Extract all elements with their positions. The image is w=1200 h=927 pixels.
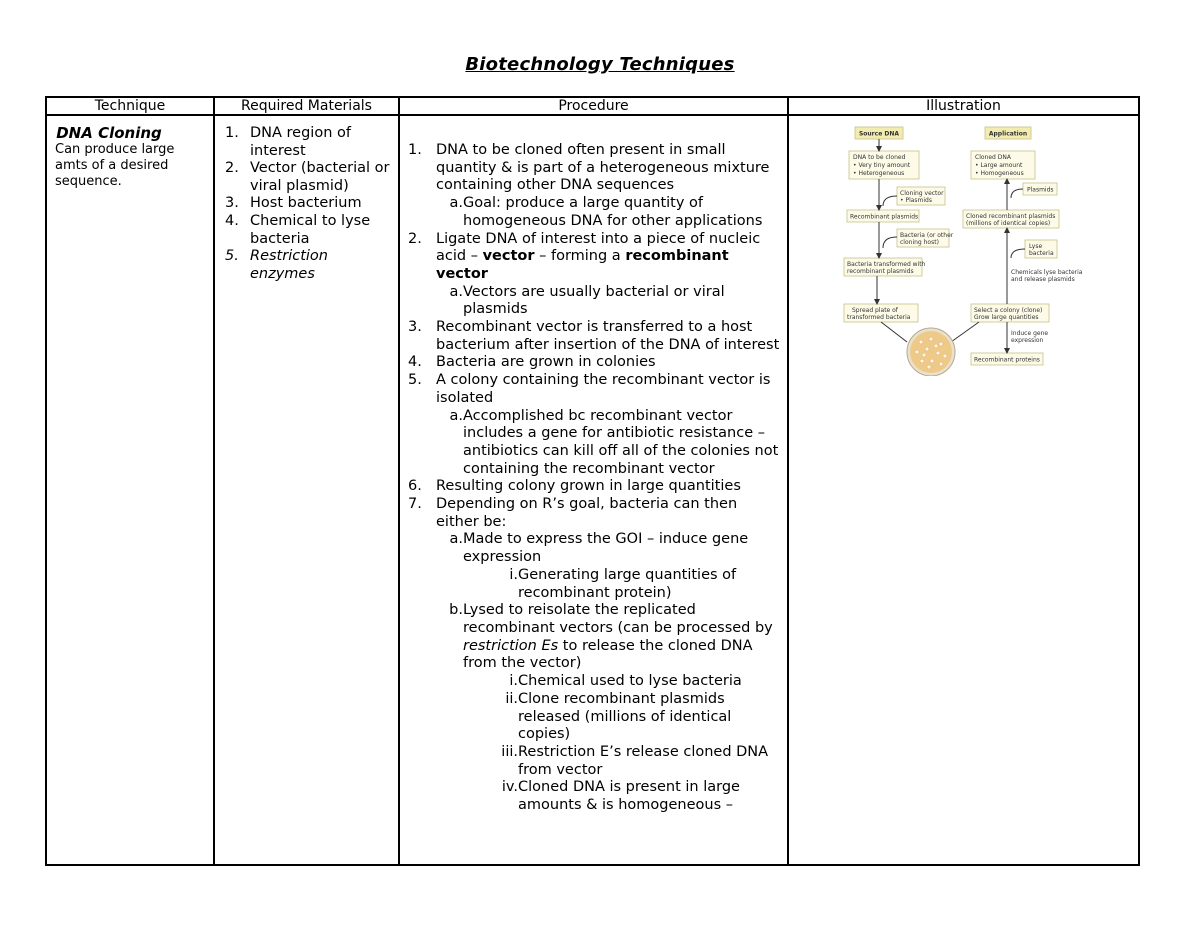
- lyse-bacteria-line2: bacteria: [1029, 250, 1054, 257]
- material-item: [225, 248, 394, 283]
- step-marker: iv.: [501, 779, 518, 796]
- arrow-host-join: [883, 237, 897, 248]
- procedure-step: [408, 284, 781, 319]
- step-text-part: vector: [482, 248, 535, 265]
- header-required-materials: Required Materials: [214, 97, 399, 115]
- step-text-part: recombinant vector: [436, 248, 729, 282]
- bacterial-colony: [930, 359, 934, 363]
- technique-cell: [46, 115, 214, 865]
- step-marker: 6.: [408, 478, 422, 495]
- step-marker: a.: [449, 283, 463, 300]
- procedure-step: [408, 779, 781, 814]
- step-marker: a.: [449, 531, 463, 548]
- step-text-part: Ligate DNA of interest into a piece of nucleic acid –: [436, 230, 761, 265]
- table-header-row: [46, 97, 1139, 115]
- material-item: [225, 195, 394, 213]
- petri-dish: [907, 328, 955, 376]
- procedure-step: [408, 496, 781, 531]
- cloned-recombinant-line1: Cloned recombinant plasmids: [966, 213, 1056, 220]
- materials-list: [215, 116, 398, 283]
- induce-line1: Induce gene: [1011, 330, 1049, 337]
- bacterial-colony: [919, 340, 923, 344]
- spread-plate-line2: transformed bacteria: [847, 314, 911, 321]
- procedure-step: [408, 195, 781, 230]
- step-text: DNA to be cloned often present in small quantity & is part of a heterogeneous mixture containing other DNA sequences: [436, 142, 770, 194]
- step-marker: 3.: [408, 319, 422, 336]
- cloning-vector-line2: • Plasmids: [900, 197, 932, 204]
- material-text: Chemical to lyse bacteria: [250, 212, 371, 247]
- step-text: Resulting colony grown in large quantities: [436, 478, 741, 495]
- bacterial-colony: [922, 353, 926, 357]
- plasmids-label: Plasmids: [1027, 186, 1054, 194]
- step-marker: ii.: [505, 690, 518, 707]
- step-text: Depending on R’s goal, bacteria can then either be:: [436, 496, 738, 530]
- technique-description: Can produce large amts of a desired sequence.: [55, 142, 175, 189]
- material-item: [225, 213, 394, 248]
- step-marker: 4.: [408, 354, 422, 371]
- cloning-vector-line1: Cloning vector: [900, 190, 944, 197]
- bacterial-colony: [915, 350, 919, 354]
- dna-cloning-illustration: [789, 116, 1140, 376]
- application-title: Application: [988, 130, 1028, 138]
- bacterial-colony: [920, 359, 924, 363]
- step-text-part: to release the cloned DNA from the vector): [463, 637, 753, 672]
- material-number: 3.: [225, 195, 239, 212]
- technique-name: DNA Cloning: [56, 124, 162, 142]
- illustration-cell: [788, 115, 1139, 865]
- procedure-step: [408, 231, 781, 284]
- bacterial-colony: [925, 347, 929, 351]
- material-text: DNA region of interest: [250, 125, 351, 159]
- step-marker: 2.: [408, 230, 422, 247]
- material-number: 5.: [225, 248, 239, 265]
- cloned-recombinant-line2: (millions of identical copies): [966, 220, 1051, 227]
- procedure-step: [408, 408, 781, 479]
- materials-cell: [214, 115, 399, 865]
- step-marker: a.: [449, 195, 463, 212]
- source-dna-line1: DNA to be cloned: [853, 154, 906, 161]
- step-text: [463, 602, 781, 673]
- cloned-dna-line1: Cloned DNA: [975, 154, 1011, 161]
- arrow-to-dish-right: [951, 322, 979, 342]
- procedure-cell: [399, 115, 788, 865]
- bacterial-colony: [939, 342, 943, 346]
- step-text: Goal: produce a large quantity of homogeneous DNA for other applications: [463, 195, 763, 229]
- arrow-lyse-join: [1011, 249, 1025, 258]
- step-text-part: restriction Es: [463, 637, 559, 654]
- bacteria-transformed-line1: Bacteria transformed with: [847, 261, 926, 268]
- source-dna-line2: • Very tiny amount: [853, 162, 911, 169]
- procedure-step: [408, 744, 781, 779]
- techniques-table: [45, 96, 1140, 866]
- arrow-plasmids-join: [1011, 189, 1023, 198]
- step-text: Vectors are usually bacterial or viral plasmids: [463, 283, 725, 318]
- arrow-to-dish-left: [881, 322, 907, 342]
- procedure-step: [408, 142, 781, 195]
- bacterial-colony: [929, 337, 933, 341]
- step-text: Generating large quantities of recombinant protein): [518, 566, 737, 601]
- header-procedure: Procedure: [399, 97, 788, 115]
- material-number: 2.: [225, 160, 239, 177]
- step-text: Restriction E’s release cloned DNA from vector: [518, 743, 769, 778]
- chemicals-line1: Chemicals lyse bacteria: [1011, 269, 1083, 276]
- bacterial-colony: [943, 354, 947, 358]
- select-colony-line2: Grow large quantities: [974, 314, 1039, 321]
- bacterial-colony: [934, 344, 938, 348]
- step-text: Made to express the GOI – induce gene expression: [463, 531, 749, 566]
- step-text: Recombinant vector is transferred to a host bacterium after insertion of the DNA of interest: [436, 319, 780, 353]
- step-marker: i.: [509, 566, 518, 583]
- procedure-step: [408, 319, 781, 354]
- procedure-list: [400, 116, 787, 862]
- recombinant-protein-label: Recombinant proteins: [974, 356, 1040, 364]
- step-text-part: Lysed to reisolate the replicated recombinant vectors (can be processed by: [463, 602, 773, 636]
- step-marker: 5.: [408, 372, 422, 389]
- procedure-step: [408, 691, 781, 744]
- arrow-vector-join: [883, 196, 897, 206]
- induce-line2: expression: [1011, 337, 1044, 344]
- procedure-step: [408, 531, 781, 566]
- step-marker: 1.: [408, 142, 422, 158]
- cloned-dna-line3: • Homogeneous: [975, 170, 1024, 177]
- lyse-bacteria-line1: Lyse: [1029, 243, 1043, 250]
- header-technique: Technique: [46, 97, 214, 115]
- bacterial-colony: [936, 351, 940, 355]
- procedure-step: [408, 478, 781, 496]
- material-item: [225, 160, 394, 195]
- step-text: Cloned DNA is present in large amounts & is homogeneous –: [518, 779, 740, 814]
- step-text: A colony containing the recombinant vector is isolated: [436, 372, 771, 406]
- procedure-step: [408, 673, 781, 691]
- procedure-step: [408, 354, 781, 372]
- material-number: 4.: [225, 212, 239, 229]
- bacteria-transformed-line2: recombinant plasmids: [847, 268, 914, 275]
- procedure-step: [408, 602, 781, 673]
- select-colony-line1: Select a colony (clone): [974, 307, 1043, 314]
- material-number: 1.: [225, 125, 239, 141]
- step-text: Clone recombinant plasmids released (millions of identical copies): [518, 690, 732, 743]
- step-text: Chemical used to lyse bacteria: [518, 673, 742, 690]
- step-text: Bacteria are grown in colonies: [436, 354, 656, 371]
- step-marker: iii.: [501, 743, 518, 760]
- recombinant-plasmids-label: Recombinant plasmids: [850, 213, 919, 221]
- source-dna-line3: • Heterogeneous: [853, 170, 905, 177]
- step-marker: b.: [449, 602, 463, 619]
- cloned-dna-line2: • Large amount: [975, 162, 1023, 169]
- bacterial-colony: [927, 365, 931, 369]
- procedure-step: [408, 567, 781, 602]
- step-text: Accomplished bc recombinant vector includes a gene for antibiotic resistance – antibiotics can kill off all of the colonies not containing the recombinant vector: [463, 407, 779, 477]
- step-text-part: – forming a: [534, 248, 626, 265]
- chemicals-line2: and release plasmids: [1011, 276, 1075, 283]
- page-title: Biotechnology Techniques: [465, 54, 735, 75]
- material-item: [225, 125, 394, 160]
- step-marker: a.: [449, 407, 463, 424]
- header-illustration: Illustration: [788, 97, 1139, 115]
- spread-plate-line1: Spread plate of: [852, 307, 898, 314]
- bacteria-host-line1: Bacteria (or other: [900, 232, 954, 239]
- procedure-step: [408, 372, 781, 407]
- step-marker: 7.: [408, 496, 422, 513]
- material-text: Host bacterium: [250, 195, 362, 212]
- step-text: [436, 231, 781, 284]
- material-text: Vector (bacterial or viral plasmid): [250, 160, 390, 194]
- table-row: [46, 115, 1139, 865]
- step-marker: i.: [509, 673, 518, 690]
- source-dna-title: Source DNA: [858, 130, 900, 138]
- bacterial-colony: [939, 362, 943, 366]
- material-text: Restriction enzymes: [250, 248, 328, 282]
- bacteria-host-line2: cloning host): [900, 239, 939, 246]
